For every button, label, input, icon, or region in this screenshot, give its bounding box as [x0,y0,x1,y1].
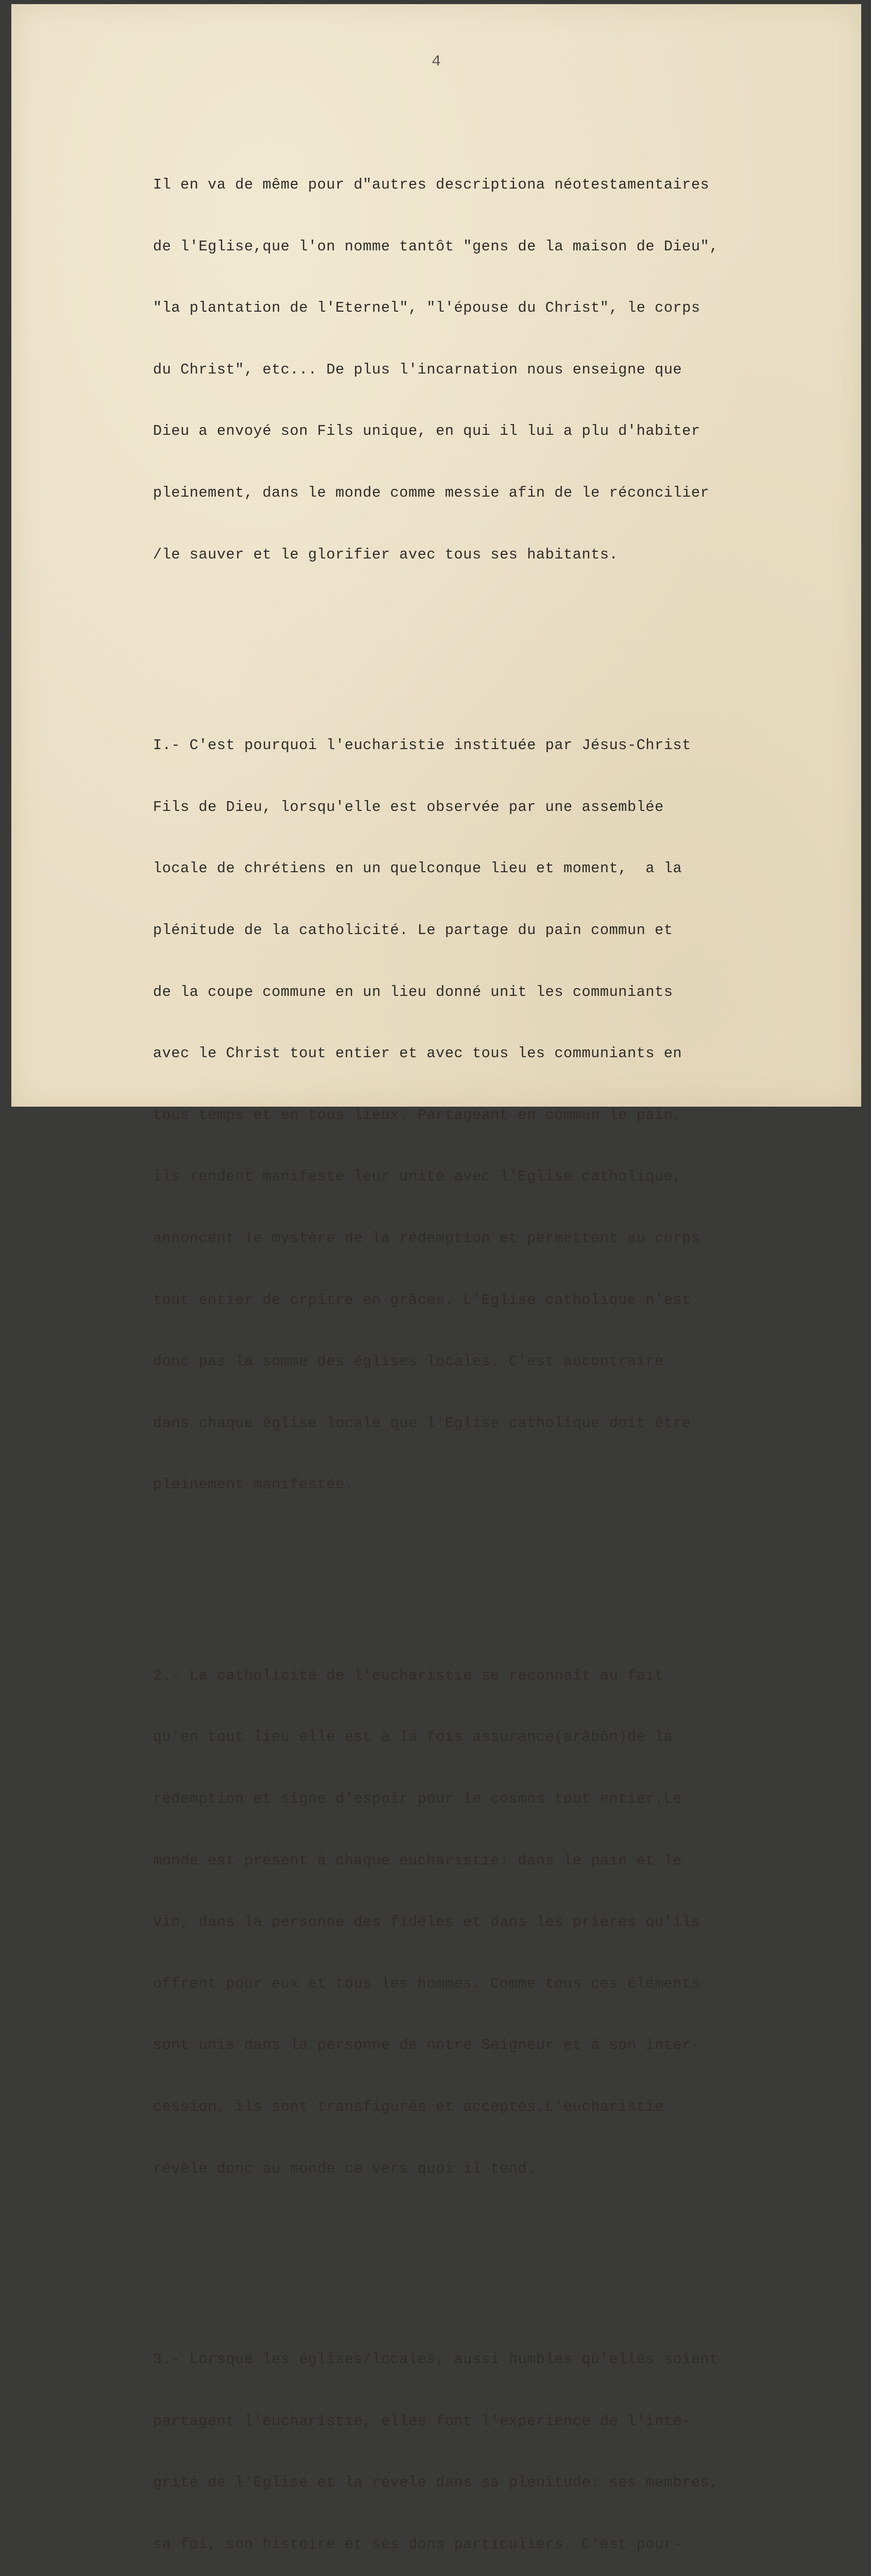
paragraph-gap [153,2250,802,2261]
text-line: avec le Christ tout entier et avec tous les communiants en [153,1045,682,1062]
text-line: dans chaque église locale que l'Eglise catholique doit être [153,1414,691,1432]
text-line: tous temps et en tous lieux. Partageant en commun le pain, [153,1106,682,1124]
text-line: sa foi, son histoire et ses dons particuliers. C'est pour- [153,2536,682,2553]
text-line: du Christ", etc... De plus l'incarnation nous enseigne que [153,361,682,378]
page-number: 4 [431,53,441,71]
paragraph-1 [153,698,802,1533]
typewritten-page [11,4,861,2553]
text-line: de l'Eglise,que l'on nomme tantôt "gens de la maison de Dieu", [153,238,719,255]
text-line: "la plantation de l'Eternel", "l'épouse du Christ", le corps [153,299,701,317]
paragraph-gap [153,1567,802,1577]
text-line: de la coupe commune en un lieu donné unit les communiants [153,983,673,1001]
paragraph-2 [153,1628,802,2216]
text-line: Fils de Dieu, lorsqu'elle est observée par une assemblée [153,798,664,816]
text-line: rédemption et signe d'espoir pour le cosmos tout entier.Le [153,1790,682,1808]
text-line: 3.- Lorsque les églises/locales, aussi humbles qu'elles soient [153,2351,719,2368]
text-line: I.- C'est pourquoi l'eucharistie instituée par Jésus-Christ [153,737,691,754]
text-line: Dieu a envoyé son Fils unique, en qui il lui a plu d'habiter [153,422,701,440]
text-line: ils rendent manifeste leur unité avec l'Eglise catholique, [153,1168,682,1185]
text-line: 2.- La catholicité de l'eucharistie se reconnaît au fait [153,1667,664,1684]
paragraph-intro [153,137,802,602]
text-line: vin, dans la personne des fidèles et dans les prières qu'ils [153,1913,701,1931]
text-line: donc pas la somme des églises locales. C'est aucontraire [153,1353,664,1370]
text-line: annoncent le mystère de la rédemption et permettent au corps [153,1229,701,1247]
text-line: partagent l'eucharistie, elles font l'expérience de l'inté- [153,2412,691,2430]
text-line: révèle donc au monde ce vers quoi il tend. [153,2160,536,2177]
text-line: plénitude de la catholicité. Le partage du pain commun et [153,921,673,939]
text-line: locale de chrétiens en un quelconque lieu et moment, a la [153,860,682,877]
text-line: cession, ils sont transfigurés et acceptés.L'eucharistie [153,2098,664,2116]
paragraph-gap [153,636,802,647]
document-body [153,103,802,2576]
text-line: /le sauver et le glorifier avec tous ses habitants. [153,546,619,563]
text-line: pléinement manifestée. [153,1476,354,1494]
text-line: monde est présent à chaque eucharistie: dans le pain et le [153,1852,682,1869]
text-line: tout entier de crpître en grâces. L'Eglise catholique n'est [153,1291,691,1309]
paragraph-3 [153,2312,802,2576]
text-line: Il en va de même pour d"autres descriptiona néotestamentaires [153,176,710,193]
text-line: pleinement, dans le monde comme messie afin de le réconcilier [153,484,710,501]
text-line: grité de l'Eglise et la révèle dans sa plénitude: ses membres, [153,2474,719,2492]
text-line: qu'en tout lieu elle est à la fois assurance(arâbôn)de la [153,1728,673,1746]
text-line: offrent pour eux et tous les hommes. Comme tous ces éléments [153,1975,701,1992]
text-line: sont unis dans la personne de notre Seigneur et à son inter- [153,2037,701,2054]
